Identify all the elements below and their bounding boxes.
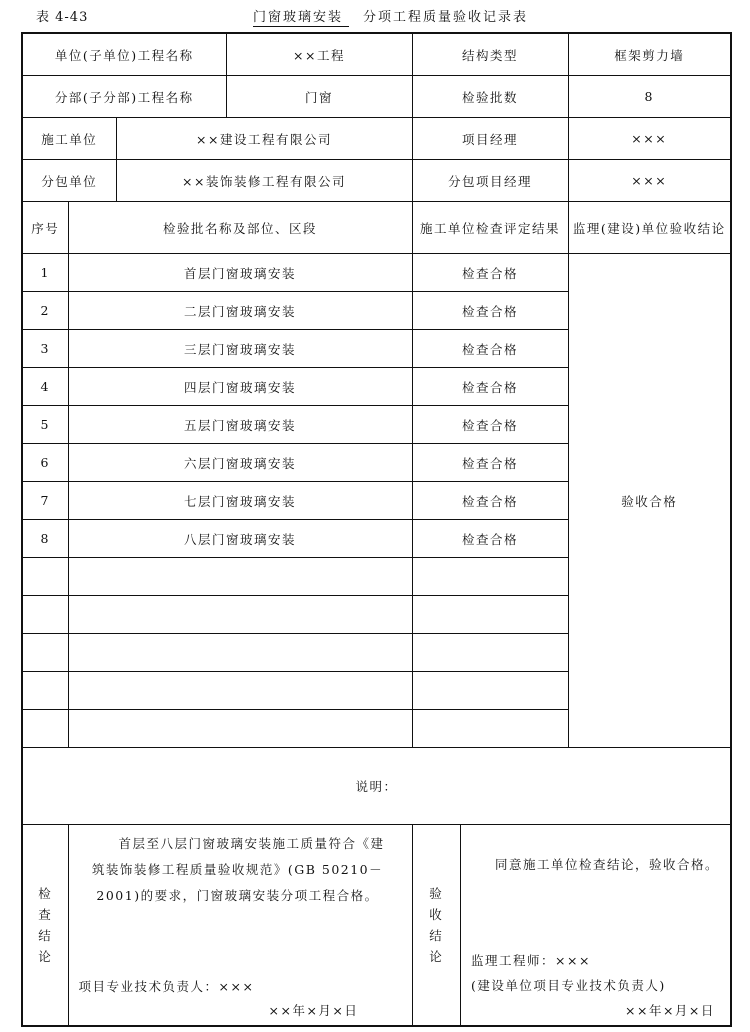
column-header-name: 检验批名称及部位、区段 (68, 202, 412, 254)
row-result: 检查合格 (412, 406, 568, 444)
acceptance-statement: 同意施工单位检查结论，验收合格。 (495, 857, 720, 872)
row-result: 检查合格 (412, 444, 568, 482)
form-title (253, 6, 528, 27)
inspection-conclusion (68, 825, 412, 1027)
column-header-result: 施工单位检查评定结果 (412, 202, 568, 254)
row-name: 五层门窗玻璃安装 (68, 406, 412, 444)
structure-type-value: 框架剪力墙 (568, 33, 731, 76)
row-name (68, 710, 412, 748)
row-name: 六层门窗玻璃安装 (68, 444, 412, 482)
row-name: 四层门窗玻璃安装 (68, 368, 412, 406)
row-name (68, 672, 412, 710)
row-seq: 1 (22, 254, 68, 292)
row-seq: 6 (22, 444, 68, 482)
acceptance-conclusion: 验收合格 (568, 254, 731, 748)
technical-leader-signature: 项目专业技术负责人：××× (78, 979, 255, 994)
acceptance-record-table (21, 32, 732, 1027)
owner-representative-label: (建设单位项目专业技术负责人) (471, 978, 666, 993)
row-seq (22, 596, 68, 634)
form-title-subject: 门窗玻璃安装 (253, 6, 349, 27)
table-row (22, 254, 731, 292)
sub-project-label: 分部(子分部)工程名称 (22, 76, 226, 118)
row-name: 八层门窗玻璃安装 (68, 520, 412, 558)
form-title-rest: 分项工程质量验收记录表 (363, 10, 529, 25)
acceptance-conclusion-block (412, 825, 731, 1027)
row-name: 首层门窗玻璃安装 (68, 254, 412, 292)
column-header-conclusion: 监理(建设)单位验收结论 (568, 202, 731, 254)
row-result: 检查合格 (412, 520, 568, 558)
inspection-conclusion-text: 首层至八层门窗玻璃安装施工质量符合《建 筑装饰装修工程质量验收规范》(GB 50210－ 2001)的要求，门窗玻璃安装分项工程合格。 (91, 836, 385, 903)
row-seq: 8 (22, 520, 68, 558)
sub-project-value: 门窗 (226, 76, 412, 118)
unit-project-label: 单位(子单位)工程名称 (22, 33, 226, 76)
row-result (412, 634, 568, 672)
row-name: 七层门窗玻璃安装 (68, 482, 412, 520)
note-row (22, 748, 731, 825)
info-row-contractor (22, 118, 731, 160)
column-header-seq: 序号 (22, 202, 68, 254)
contractor-value: ××建设工程有限公司 (116, 118, 412, 160)
structure-type-label: 结构类型 (412, 33, 568, 76)
row-result (412, 558, 568, 596)
row-result: 检查合格 (412, 292, 568, 330)
row-result: 检查合格 (412, 368, 568, 406)
row-name (68, 596, 412, 634)
row-result: 检查合格 (412, 330, 568, 368)
info-row-subcontractor (22, 160, 731, 202)
contractor-label: 施工单位 (22, 118, 116, 160)
batch-count-value: 8 (568, 76, 731, 118)
row-name (68, 558, 412, 596)
row-result: 检查合格 (412, 482, 568, 520)
row-seq (22, 558, 68, 596)
acceptance-conclusion-body (461, 825, 731, 1025)
subcontractor-value: ××装饰装修工程有限公司 (116, 160, 412, 202)
row-seq: 4 (22, 368, 68, 406)
sub-project-manager-value: ××× (568, 160, 731, 202)
project-manager-label: 项目经理 (412, 118, 568, 160)
row-seq: 2 (22, 292, 68, 330)
note-label: 说明： (22, 748, 731, 825)
row-result (412, 710, 568, 748)
row-seq (22, 672, 68, 710)
subcontractor-label: 分包单位 (22, 160, 116, 202)
acceptance-date: ××年×月×日 (625, 1003, 715, 1018)
row-seq: 3 (22, 330, 68, 368)
conclusion-row (22, 825, 731, 1027)
row-seq (22, 710, 68, 748)
row-name: 三层门窗玻璃安装 (68, 330, 412, 368)
row-seq (22, 634, 68, 672)
info-row-unit-project (22, 33, 731, 76)
row-result: 检查合格 (412, 254, 568, 292)
row-seq: 7 (22, 482, 68, 520)
row-name: 二层门窗玻璃安装 (68, 292, 412, 330)
supervising-engineer-signature: 监理工程师：××× (471, 953, 591, 968)
project-manager-value: ××× (568, 118, 731, 160)
row-result (412, 596, 568, 634)
acceptance-conclusion-label: 验 收 结 论 (413, 825, 461, 1025)
inspection-date: ××年×月×日 (268, 1003, 359, 1018)
row-seq: 5 (22, 406, 68, 444)
table-number: 表 4-43 (36, 10, 89, 25)
batch-count-label: 检验批数 (412, 76, 568, 118)
info-row-sub-project (22, 76, 731, 118)
column-header-row (22, 202, 731, 254)
inspection-conclusion-label: 检 查 结 论 (22, 825, 68, 1027)
unit-project-value: ××工程 (226, 33, 412, 76)
row-result (412, 672, 568, 710)
sub-project-manager-label: 分包项目经理 (412, 160, 568, 202)
row-name (68, 634, 412, 672)
